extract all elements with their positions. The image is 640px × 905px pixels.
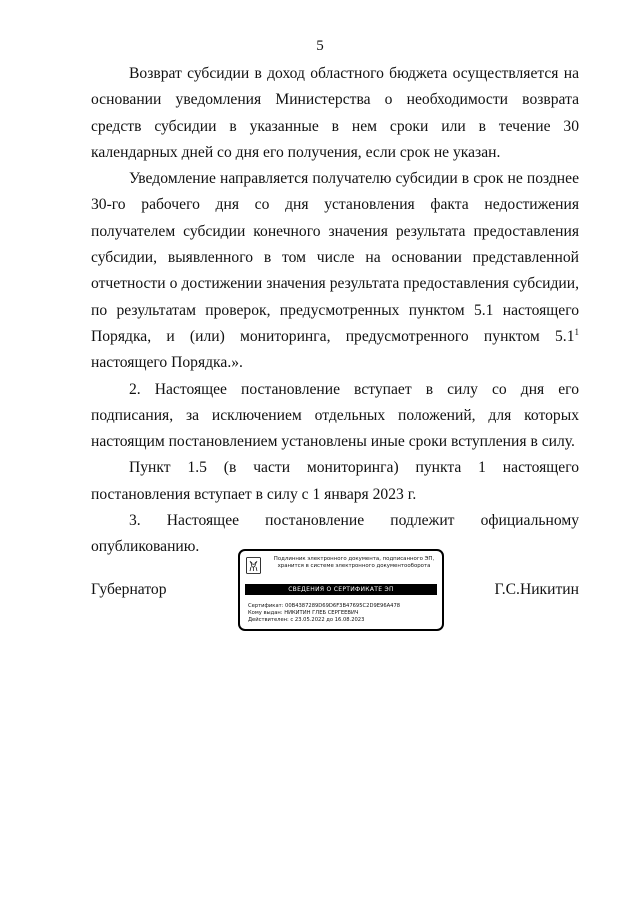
stamp-title-bar: СВЕДЕНИЯ О СЕРТИФИКАТЕ ЭП <box>245 584 437 595</box>
stamp-header-line: хранится в системе электронного документооборота <box>277 563 431 569</box>
paragraph-notification-text: Уведомление направляется получателю субсидии в срок не позднее 30-го рабочего дня со дня установления факта недостижения получателем субсидии конечного значения результата предоставления субсидии, выявленного в том числе на основании представленной отчетности о достижении значения результата предоставления субсидии, по результатам проверок, предусмотренных пунктом 5.1 настоящего Порядка, и (или) мониторинга, предусмотренного пунктом 5.1 <box>91 170 579 345</box>
signatory-position: Губернатор <box>91 581 167 598</box>
stamp-header-line: Подлинник электронного документа, подписанного ЭП, <box>273 556 435 562</box>
paragraph-subsidy-return: Возврат субсидии в доход областного бюджета осуществляется на основании уведомления Министерства о необходимости возврата средств субсидии в указанные в нем сроки или в течение 30 календарных дней со дня его получения, если срок не указан. <box>91 65 579 161</box>
stamp-issued-to: Кому выдан: НИКИТИН ГЛЕБ СЕРГЕЕВИЧ <box>248 610 359 616</box>
deer-emblem-icon <box>246 557 261 574</box>
paragraph-notification <box>91 166 579 376</box>
page-number: 5 <box>316 38 324 54</box>
paragraph-monitoring-clause: Пункт 1.5 (в части мониторинга) пункта 1 настоящего постановления вступает в силу с 1 января 2023 г. <box>91 459 579 503</box>
paragraph-entry-into-force: 2. Настоящее постановление вступает в силу со дня его подписания, за исключением отдельных положений, для которых настоящим постановлением установлены иные сроки вступления в силу. <box>91 380 579 451</box>
electronic-signature-stamp <box>238 549 444 631</box>
stamp-header <box>268 556 440 570</box>
document-body <box>91 61 579 561</box>
stamp-validity: Действителен: с 23.05.2022 до 16.08.2023 <box>248 617 365 623</box>
paragraph-notification-tail: настоящего Порядка.». <box>91 354 243 372</box>
superscript-index: 1 <box>574 326 579 337</box>
signatory-name: Г.С.Никитин <box>494 581 579 598</box>
paragraph-publication: 3. Настоящее постановление подлежит официальному опубликованию. <box>91 512 579 556</box>
stamp-certificate: Сертификат: 00B4387289D69D6F3B47695C2D9E96A478 <box>248 603 401 609</box>
